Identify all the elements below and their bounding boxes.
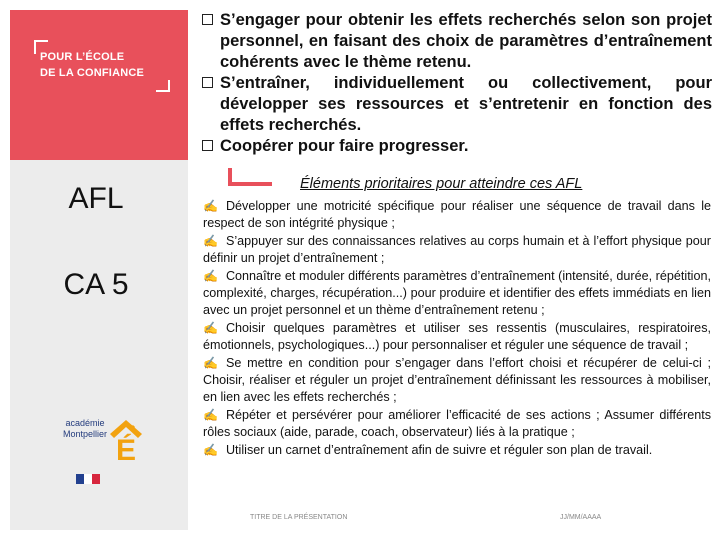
- list-item: [203, 442, 711, 459]
- republique-logo: [68, 474, 108, 502]
- footer-date: JJ/MM/AAAA: [560, 514, 602, 521]
- list-item: [203, 407, 711, 440]
- list-item-text: Se mettre en condition pour s’engager dans l’effort choisi et récupérer de celui-ci ; Choisir, réaliser et réguler un projet d’entraînement définissant les ressources à mobiliser, en lien avec les effets recherchés ;: [203, 356, 711, 404]
- pencil-icon: ✍: [203, 269, 218, 284]
- brand-line-1: POUR L’ÉCOLE: [40, 51, 125, 63]
- list-item-text: Utiliser un carnet d’entraînement afin de suivre et réguler son plan de travail.: [225, 443, 653, 458]
- checkbox-icon: [202, 77, 213, 88]
- afl-label: AFL: [68, 182, 124, 215]
- pencil-icon: ✍: [203, 408, 218, 423]
- afl-item: [196, 10, 712, 73]
- svg-text:É: É: [115, 434, 137, 466]
- afl-item-text: S’entraîner, individuellement ou collectivement, pour développer ses ressources et s’entretenir en fonction des effets recherchés.: [220, 74, 712, 134]
- pencil-icon: ✍: [203, 356, 218, 371]
- bracket-decoration-bottom: [156, 80, 170, 92]
- list-item-text: Développer une motricité spécifique pour réaliser une séquence de travail dans le respect de son intégrité physique ;: [203, 199, 711, 230]
- list-item-text: Choisir quelques paramètres et utiliser ses ressentis (musculaires, respiratoires, émotionnels, psychologiques...) pour personnaliser et réguler une séquence de travail ;: [203, 321, 711, 352]
- list-item: [203, 233, 711, 266]
- list-item: [203, 355, 711, 405]
- afl-item-text: S’engager pour obtenir les effets recherchés selon son projet personnel, en faisant des choix de paramètres d’entraînement cohérents avec le thème retenu.: [220, 11, 712, 71]
- pencil-icon: ✍: [203, 321, 218, 336]
- priority-elements-list: [203, 198, 711, 461]
- list-item-text: S’appuyer sur des connaissances relatives au corps humain et à l’effort physique pour définir un projet d’entraînement ;: [203, 234, 711, 265]
- brand-line-2: DE LA CONFIANCE: [40, 67, 145, 79]
- afl-list: [196, 10, 712, 157]
- brand-panel: [10, 10, 188, 160]
- checkbox-icon: [202, 14, 213, 25]
- pencil-icon: ✍: [203, 199, 218, 213]
- red-divider-decoration: [228, 168, 272, 186]
- footer-presentation-title: TITRE DE LA PRÉSENTATION: [250, 514, 348, 521]
- academie-logo-text: [62, 418, 108, 440]
- pencil-icon: ✍: [203, 234, 218, 249]
- list-item: [203, 198, 711, 231]
- academie-line-1: académie: [65, 418, 105, 428]
- sidebar: [0, 0, 192, 540]
- list-item-text: Connaître et moduler différents paramètres d’entraînement (intensité, durée, répétition, complexité, charges, récupération...) pour produire et identifier des effets immédiats en lien avec un projet personnel et un thème d’entraînement retenu ;: [203, 269, 711, 317]
- list-item-text: Répéter et persévérer pour améliorer l’efficacité de ses actions ; Assumer différents rôles sociaux (aide, parade, coach, observateur) liés à la pratique ;: [203, 408, 711, 439]
- checkbox-icon: [202, 140, 213, 151]
- ca-label: CA 5: [63, 268, 129, 301]
- section-title: Éléments prioritaires pour atteindre ces AFL: [300, 176, 583, 192]
- academie-line-2: Montpellier: [62, 429, 108, 439]
- main-content: [196, 10, 712, 157]
- academie-e-logo-icon: [106, 416, 146, 466]
- list-item: [203, 320, 711, 353]
- afl-item-text: Coopérer pour faire progresser.: [220, 137, 469, 155]
- list-item: [203, 268, 711, 318]
- afl-item: [196, 136, 712, 157]
- french-flag-icon: [76, 474, 100, 484]
- pencil-icon: ✍: [203, 443, 218, 458]
- afl-item: [196, 73, 712, 136]
